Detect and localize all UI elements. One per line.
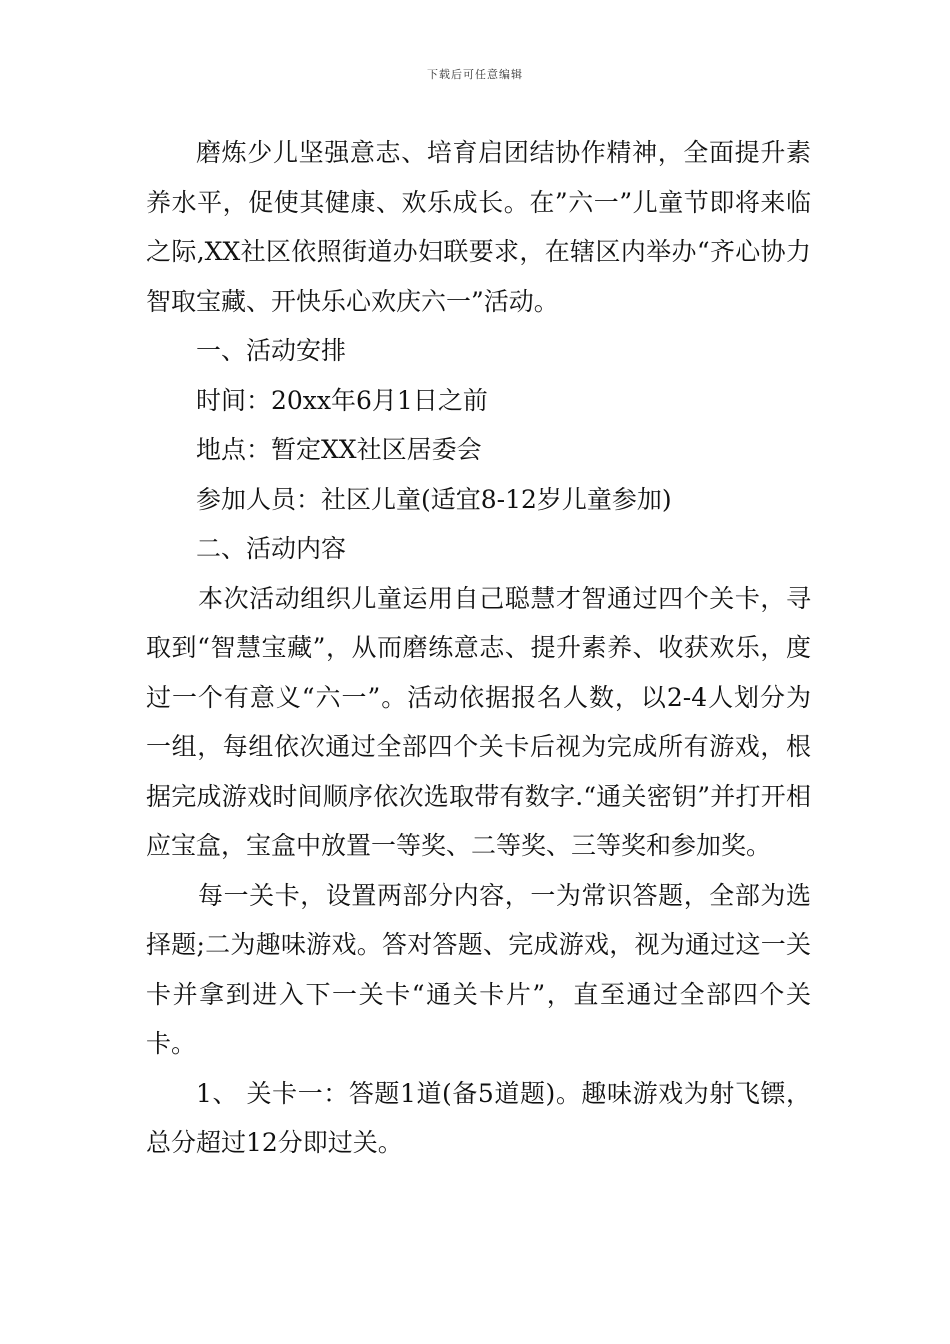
activity-time: 时间：20xx年6月1日之前 (196, 385, 488, 415)
section-heading-arrangement: 一、活动安排 (196, 336, 347, 365)
document-body (146, 128, 811, 1168)
intro-paragraph: 磨炼少儿坚强意志、培育启团结协作精神，全面提升素养水平，促使其健康、欢乐成长。在”六一”儿童节即将来临之际,XX社区依照街道办妇联要求，在辖区内举办“齐心协力智取宝藏、开快乐心欢庆六一”活动。 (146, 138, 811, 316)
checkpoint-one-paragraph: 1、 关卡一：答题1道(备5道题)。趣味游戏为射飞镖，总分超过12分即过关。 (146, 1078, 811, 1157)
section-heading-content: 二、活动内容 (196, 534, 347, 563)
page-header: 下载后可任意编辑 (427, 68, 523, 81)
activity-participants: 参加人员：社区儿童(适宜8-12岁儿童参加) (196, 484, 672, 514)
content-paragraph: 本次活动组织儿童运用自己聪慧才智通过四个关卡，寻取到“智慧宝藏”，从而磨练意志、提升素养、收获欢乐，度过一个有意义“六一”。活动依据报名人数，以2-4人划分为一组，每组依次通过全部四个关卡后视为完成所有游戏，根据完成游戏时间顺序依次选取带有数字.“通关密钥”并打开相应宝盒，宝盒中放置一等奖、二等奖、三等奖和参加奖。 (146, 583, 811, 860)
activity-location: 地点：暂定XX社区居委会 (196, 435, 482, 464)
checkpoint-paragraph: 每一关卡，设置两部分内容，一为常识答题，全部为选择题;二为趣味游戏。答对答题、完成游戏，视为通过这一关卡并拿到进入下一关卡“通关卡片”，直至通过全部四个关卡。 (146, 880, 811, 1058)
